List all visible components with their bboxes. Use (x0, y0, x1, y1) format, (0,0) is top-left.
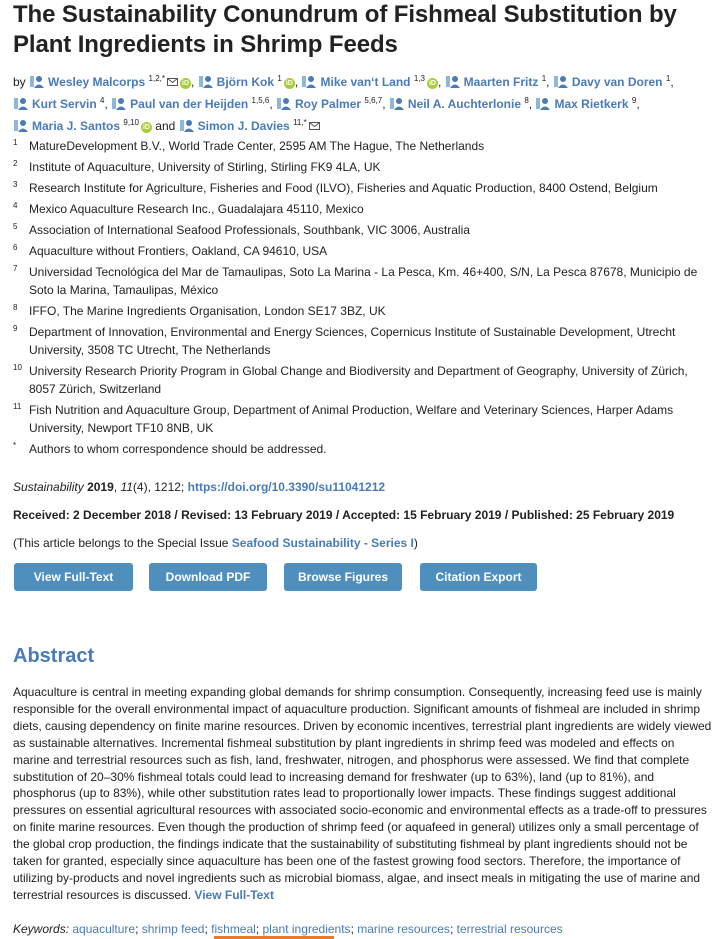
author-affiliation-sup: 1,5,6 (251, 96, 270, 105)
affiliation-number: 6 (13, 243, 18, 252)
author-name-link[interactable]: Simon J. Davies (197, 119, 290, 133)
affiliation-item (13, 242, 713, 260)
affiliation-text: Authors to whom correspondence should be addressed. (29, 442, 327, 456)
affiliation-text: IFFO, The Marine Ingredients Organisation, London SE17 3BZ, UK (29, 304, 386, 318)
keywords: Keywords: aquaculture; shrimp feed; fishmeal; plant ingredients; marine resources; terrestrial resources (13, 922, 563, 936)
affiliation-text: Institute of Aquaculture, University of Stirling, Stirling FK9 4LA, UK (29, 160, 381, 174)
affiliation-item (13, 137, 713, 155)
article-title: The Sustainability Conundrum of Fishmeal Substitution by Plant Ingredients in Shrimp Feeds (13, 1, 677, 58)
author-name-link[interactable]: Mike van‘t Land (320, 75, 411, 89)
author-affiliation-sup: 9 (631, 96, 637, 105)
affiliation-number: 8 (13, 303, 18, 312)
affiliation-number: 11 (13, 402, 22, 411)
author-profile-icon[interactable] (111, 97, 127, 110)
orcid-icon[interactable]: iD (142, 124, 150, 131)
affiliation-item (13, 179, 713, 197)
keyword-link[interactable]: aquaculture (72, 922, 136, 936)
mail-icon[interactable] (167, 78, 178, 86)
author-affiliation-sup: 8 (524, 96, 529, 105)
orcid-icon[interactable]: iD (428, 80, 436, 87)
citation-volume: 11 (120, 480, 133, 494)
keyword-link[interactable]: shrimp feed (141, 922, 205, 936)
affiliation-item (13, 323, 713, 359)
affiliation-number: 9 (13, 324, 18, 333)
author-entry (198, 75, 295, 89)
affiliation-text: University Research Priority Program in Global Change and Biodiversity and Department of Geography, University of Zürich, 8057 Zürich, Switzerland (29, 364, 688, 396)
keywords-label: Keywords: (13, 922, 70, 936)
author-entry (276, 97, 382, 111)
author-profile-icon[interactable] (389, 97, 405, 110)
affiliation-item (13, 200, 713, 218)
special-issue-suffix: ) (413, 536, 418, 550)
author-entry (535, 97, 636, 111)
special-issue-link[interactable]: Seafood Sustainability - Series I (231, 536, 414, 550)
affiliation-item (13, 221, 713, 239)
author-affiliation-sup: 4 (100, 96, 105, 105)
author-affiliation-sup: 1 (541, 74, 547, 83)
author-entry (29, 75, 191, 89)
orcid-icon[interactable]: iD (182, 80, 189, 87)
affiliation-number: 1 (13, 138, 18, 147)
keyword-link[interactable]: plant ingredients (262, 922, 351, 936)
keyword-link[interactable]: fishmeal (211, 922, 256, 936)
affiliation-item (13, 302, 713, 320)
author-entry (553, 75, 671, 89)
affiliation-text: Fish Nutrition and Aquaculture Group, Department of Animal Production, Welfare and Veterinary Sciences, Harper Adams University, Newport TF10 8NB, UK (29, 403, 674, 435)
author-list: by Wesley Malcorps $^{1,2,*}$iD , Björn Kok $^1$iD , Mike van‘t Land $^{1,3}$iD , Maarten Fritz $^1$, Davy van Doren $^1$, Kurt Servin $^4$, Paul van der Heijden $^{1,5,6}$, Roy Palmer $^{5,6,7}$, Neil A. Auchterlonie $^8$, Max Rietkerk $^9$, Maria J. Santos $^{9,10}$iD and Simon J. Davies $^{11,*}$ (13, 74, 674, 133)
abstract-text (13, 684, 713, 904)
orcid-icon[interactable]: iD (285, 80, 293, 87)
special-issue-note (13, 535, 418, 551)
author-name-link[interactable]: Maarten Fritz (463, 75, 539, 89)
affiliation-number: 2 (13, 159, 18, 168)
affiliation-number: 10 (13, 363, 22, 372)
citation-issue-pages: (4), 1212; (132, 480, 185, 494)
author-name-link[interactable]: Roy Palmer (295, 97, 362, 111)
citation-line: Sustainability 2019, 11(4), 1212; https://doi.org/10.3390/su11041212 (13, 480, 386, 494)
affiliation-item (13, 263, 713, 299)
citation-export-button[interactable]: Citation Export (420, 563, 537, 591)
keyword-link[interactable]: marine resources (357, 922, 450, 936)
and-label: and (155, 119, 176, 133)
author-profile-icon[interactable] (301, 75, 317, 88)
author-name-link[interactable]: Paul van der Heijden (130, 97, 249, 111)
affiliation-number: 5 (13, 222, 18, 231)
author-affiliation-sup: 9,10 (123, 118, 139, 127)
abstract-full-text-link[interactable]: View Full-Text (194, 887, 274, 902)
author-profile-icon[interactable] (13, 119, 29, 132)
author-affiliation-sup: 11,* (293, 118, 307, 127)
affiliation-item (13, 401, 713, 437)
publication-dates: Received: 2 December 2018 / Revised: 13 February 2019 / Accepted: 15 February 2019 / Published: 25 February 2019 (13, 508, 675, 522)
affiliation-text: Association of International Seafood Professionals, Southbank, VIC 3006, Australia (29, 223, 470, 237)
keyword-link[interactable]: terrestrial resources (456, 922, 563, 936)
author-profile-icon[interactable] (29, 75, 45, 88)
author-entry (301, 75, 438, 89)
author-entry (179, 119, 320, 133)
author-profile-icon[interactable] (179, 119, 195, 132)
author-name-link[interactable]: Wesley Malcorps (48, 75, 146, 89)
browse-figures-button[interactable]: Browse Figures (284, 563, 402, 591)
author-entry (389, 97, 529, 111)
author-affiliation-sup: 5,6,7 (364, 96, 383, 105)
affiliation-number: 7 (13, 264, 18, 273)
affiliation-text: Mexico Aquaculture Research Inc., Guadalajara 45110, Mexico (29, 202, 364, 216)
affiliation-item (13, 158, 713, 176)
affiliation-list (13, 137, 713, 461)
author-profile-icon[interactable] (535, 97, 551, 110)
author-name-link[interactable]: Maria J. Santos (32, 119, 121, 133)
author-affiliation-sup: 1 (665, 74, 671, 83)
author-affiliation-sup: 1 (277, 74, 282, 83)
citation-year: 2019 (87, 480, 114, 494)
author-name-link[interactable]: Björn Kok (216, 75, 275, 89)
author-entry (13, 97, 104, 111)
affiliation-text: Aquaculture without Frontiers, Oakland, CA 94610, USA (29, 244, 328, 258)
author-profile-icon[interactable] (198, 75, 214, 88)
affiliation-text: MatureDevelopment B.V., World Trade Center, 2595 AM The Hague, The Netherlands (29, 139, 485, 153)
author-name-link[interactable]: Kurt Servin (32, 97, 97, 111)
mail-icon[interactable] (309, 122, 320, 130)
author-affiliation-sup: 1,2,* (148, 74, 165, 83)
affiliation-number: * (13, 441, 17, 450)
affiliation-text: Department of Innovation, Environmental and Energy Sciences, Copernicus Institute of Sustainable Development, Utrecht University, 3508 TC Utrecht, The Netherlands (29, 325, 676, 357)
author-entry (445, 75, 546, 89)
affiliation-number: 4 (13, 201, 18, 210)
affiliation-number: 3 (13, 180, 18, 189)
by-label: by (13, 75, 26, 89)
author-name-link[interactable]: Davy van Doren (571, 75, 663, 89)
author-profile-icon[interactable] (553, 75, 569, 88)
abstract-heading: Abstract (13, 645, 95, 667)
doi-link[interactable]: https://doi.org/10.3390/su11041212 (187, 480, 386, 494)
author-name-link[interactable]: Neil A. Auchterlonie (407, 97, 521, 111)
author-affiliation-sup: 1,3 (413, 74, 425, 83)
author-profile-icon[interactable] (13, 97, 29, 110)
view-full-text-button[interactable]: View Full-Text (14, 563, 133, 591)
author-profile-icon[interactable] (276, 97, 292, 110)
affiliation-text: Universidad Tecnológica del Mar de Tamaulipas, Soto La Marina - La Pesca, Km. 46+400, S/N, La Pesca 87678, Municipio de Soto la Marina, Tamaulipas, México (29, 265, 698, 297)
affiliation-item (13, 440, 713, 458)
abstract-paragraph: Aquaculture is central in meeting expanding global demands for shrimp consumption. Consequently, increasing feed use is mainly responsible for the overall environmental impact of aquaculture production. Significant amounts of fishmeal are included in shrimp diets, causing dependency on finite marine resources. Driven by economic incentives, terrestrial plant ingredients are widely viewed as sustainable alternatives. Incremental fishmeal substitution by plant ingredients in shrimp feed was modeled and effects on marine and terrestrial resources such as fish, land, freshwater, nitrogen, and phosphorus were assessed. We find that complete substitution of 20–30% fishmeal totals could lead to increasing demand for freshwater (up to 63%), land (up to 81%), and phosphorus (up to 83%), while other substitution rates lead to proportionally lower impacts. These findings suggest additional pressures on essential agricultural resources with associated socio-economic and environmental effects as a trade-off to pressures on finite marine resources. Even though the production of shrimp feed (or aquafeed in general) utilizes only a small percentage of the global crop production, the findings indicate that the sustainability of substituting fishmeal by plant ingredients should not be taken for granted, especially since aquaculture has been one of the fastest growing food sectors. Therefore, the importance of utilizing by-products and novel ingredients such as microbial biomass, algae, and insect meals in mitigating the use of marine and terrestrial resources is discussed. (13, 685, 712, 902)
author-entry (111, 97, 269, 111)
special-issue-prefix: (This article belongs to the Special Issue (13, 536, 229, 550)
author-entry (13, 119, 152, 133)
journal-name: Sustainability (13, 480, 84, 494)
author-name-link[interactable]: Max Rietkerk (554, 97, 629, 111)
author-profile-icon[interactable] (445, 75, 461, 88)
download-pdf-button[interactable]: Download PDF (149, 563, 267, 591)
affiliation-text: Research Institute for Agriculture, Fisheries and Food (ILVO), Fisheries and Aquatic Production, 8400 Ostend, Belgium (29, 181, 658, 195)
affiliation-item (13, 362, 713, 398)
